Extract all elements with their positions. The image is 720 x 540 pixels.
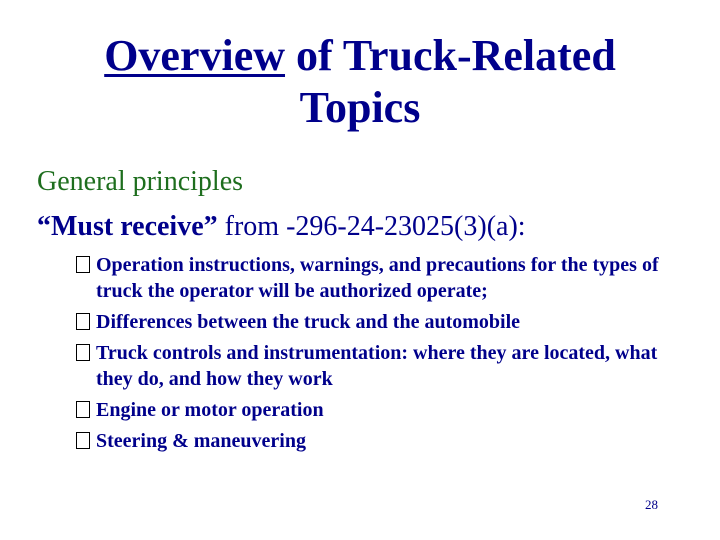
page-number: 28 bbox=[645, 497, 658, 512]
must-receive-line bbox=[37, 210, 526, 244]
list-item bbox=[76, 428, 686, 454]
checkbox-bullet-icon bbox=[76, 344, 90, 361]
regulation-reference: from -296-24-23025(3)(a): bbox=[217, 211, 526, 242]
list-item bbox=[76, 309, 686, 335]
checkbox-bullet-icon bbox=[76, 432, 90, 449]
list-item bbox=[76, 252, 686, 304]
checkbox-bullet-icon bbox=[76, 256, 90, 273]
list-item-text: Steering & maneuvering bbox=[96, 430, 306, 452]
title-line-2: Topics bbox=[299, 83, 421, 132]
list-item-text: Engine or motor operation bbox=[96, 399, 324, 421]
general-principles-heading: General principles bbox=[37, 166, 244, 197]
list-item bbox=[76, 397, 686, 423]
list-item bbox=[76, 340, 686, 392]
topic-list bbox=[76, 252, 686, 459]
list-item-text: Differences between the truck and the automobile bbox=[96, 311, 521, 333]
checkbox-bullet-icon bbox=[76, 313, 90, 330]
must-receive-label: “Must receive” bbox=[37, 211, 218, 242]
list-item-text: Operation instructions, warnings, and precautions for the types of truck the operator will be authorized operate; bbox=[96, 254, 659, 302]
title-underlined-word: Overview bbox=[104, 31, 286, 80]
slide-title bbox=[40, 30, 680, 134]
title-line-1: of Truck-Related bbox=[285, 31, 616, 80]
list-item-text: Truck controls and instrumentation: where they are located, what they do, and how they work bbox=[96, 342, 658, 390]
checkbox-bullet-icon bbox=[76, 401, 90, 418]
